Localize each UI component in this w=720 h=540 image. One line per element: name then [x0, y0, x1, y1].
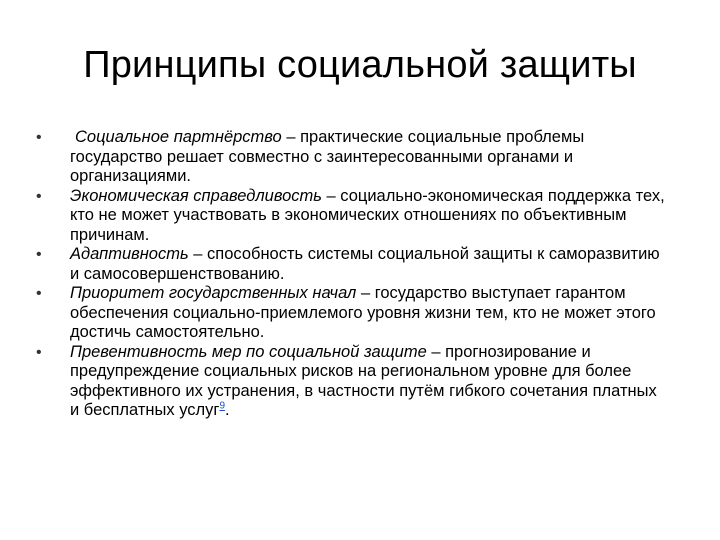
principle-term: Экономическая справедливость — [70, 186, 322, 205]
principle-term: Приоритет государственных начал — [70, 284, 357, 302]
bullet-icon: • — [36, 285, 42, 302]
principle-description: – практические социальные проблемы государство решает совместно с заинтересованными органами и организациями. — [70, 128, 585, 185]
list-item — [36, 284, 666, 343]
list-item — [36, 245, 666, 284]
bullet-icon: • — [36, 129, 42, 146]
list-item — [36, 343, 666, 421]
principle-term: Превентивность мер по социальной защите — [70, 342, 427, 361]
bullet-icon: • — [36, 343, 42, 361]
principles-list — [36, 128, 666, 421]
principle-description: – государство выступает гарантом обеспечения социально-приемлемого уровня жизни тем, кто не может этого достичь самостоятельно. — [70, 284, 656, 341]
list-item — [36, 128, 666, 187]
bullet-icon: • — [36, 187, 42, 205]
slide-title: Принципы социальной защиты — [83, 44, 637, 86]
footnote-link[interactable]: 9 — [219, 400, 226, 412]
principle-description-tail: . — [225, 401, 230, 419]
list-item — [36, 187, 666, 246]
principle-description: – социально-экономическая поддержка тех, кто не может участвовать в экономических отношениях по объективным причинам. — [70, 186, 665, 244]
principle-description: – способность системы социальной защиты к саморазвитию и самосовершенствованию. — [70, 245, 660, 283]
principle-description: – прогнозирование и предупреждение социальных рисков на региональном уровне для более эффективного их устранения, в частности путём гибкого сочетания платных и бесплатных услуг — [70, 342, 657, 419]
principle-term: Адаптивность — [70, 245, 189, 263]
principle-term: Социальное партнёрство — [75, 128, 282, 146]
bullet-icon: • — [36, 246, 42, 263]
